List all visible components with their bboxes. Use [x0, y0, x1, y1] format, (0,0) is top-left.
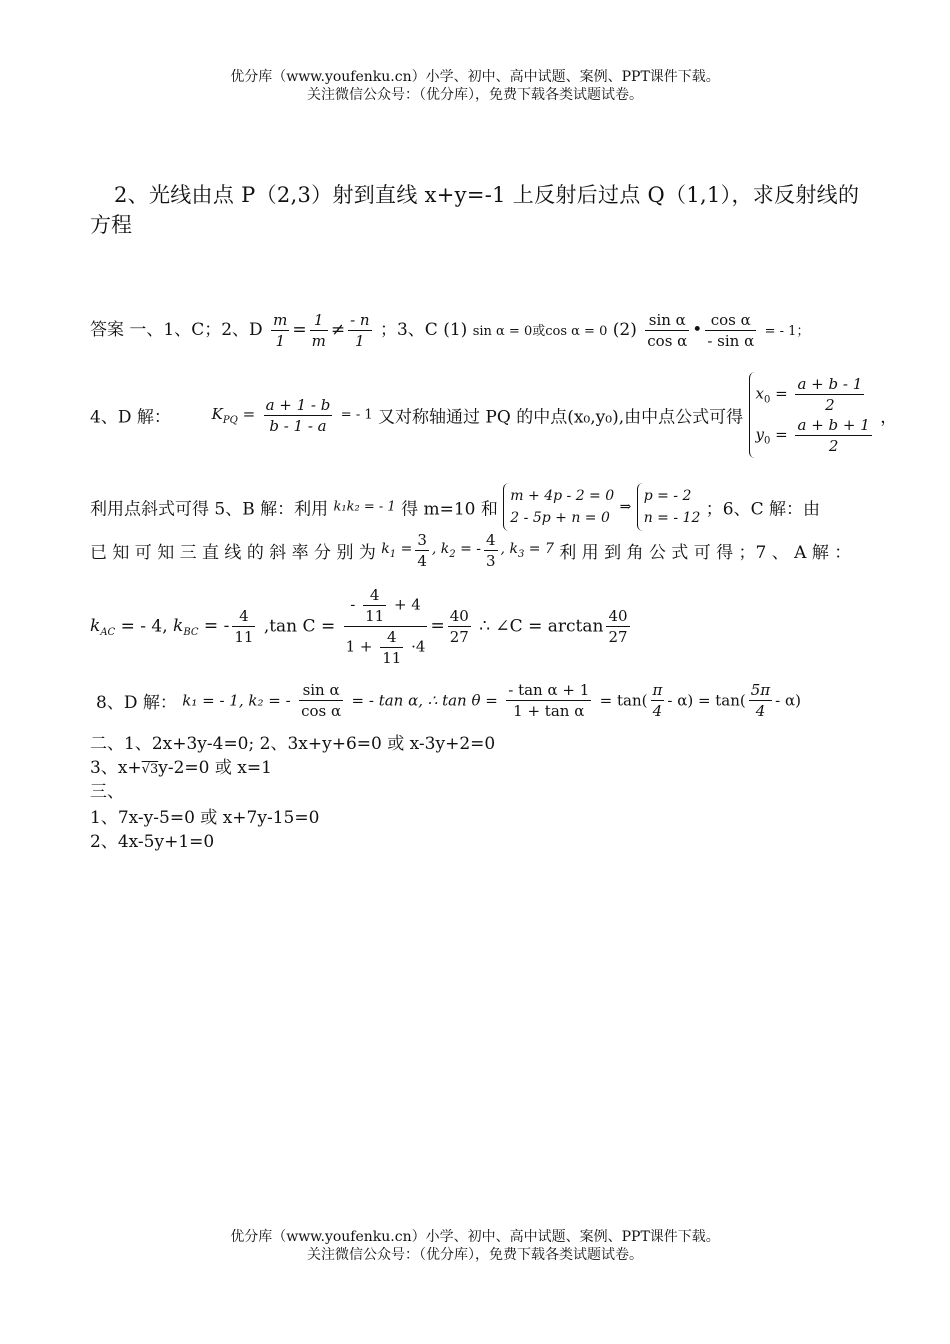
frac-kbc: $\frac{4}{11}$ — [234, 607, 254, 646]
frac-sin-cos-8: $\frac{\text{sin α}}{\text{cos α}}$ — [301, 681, 342, 720]
answer-line-3 — [90, 483, 820, 531]
header-line-2: 关注微信公众号：（优分库），免费下载各类试题试卷。 — [307, 87, 643, 103]
sys2-eq-b: n = - 12 — [643, 510, 701, 526]
k3-value: 7 — [544, 541, 554, 557]
frac-5pi-4: $\frac{5\pi}{4}$ — [750, 681, 771, 720]
midpoint-text: 又对称轴通过 PQ 的中点(x₀,y₀),由中点公式可得 — [378, 407, 744, 428]
frac-pi-4: $\frac{\pi}{4}$ — [652, 681, 663, 720]
sin-cos-zero: sin α = 0或cos α = 0 — [472, 324, 608, 339]
tan-eq-2: - α) = tan( — [667, 691, 746, 710]
x0-eq: $x_0$ = $\frac{a + b - 1}{2}$ — [755, 375, 863, 414]
frac-k1: $\frac{3}{4}$ — [417, 531, 427, 570]
frac-1-over-m: $\frac{1}{m}$ — [311, 311, 326, 350]
y0-eq: $y_0$ = $\frac{a + b + 1}{2}$ — [755, 416, 870, 455]
question-line-1: 2、光线由点 P（2,3）射到直线 x+y=-1 上反射后过点 Q（1,1），求反射线的 — [114, 183, 860, 207]
tan-eq-end: - α) — [775, 691, 801, 710]
frac-kpq: $\frac{a + 1 - b}{b - 1 - a}$ — [265, 395, 331, 435]
tanC-label: ,tan C = — [263, 616, 336, 637]
frac-arctan: $\frac{40}{27}$ — [608, 607, 628, 646]
frac-cos-over-negsin: $\frac{\text{cos α}}{\text{- sin α}}$ — [707, 311, 755, 350]
frac-tan-theta: $\frac{\text{- tan α + 1}}{\text{1 + tan α}}$ — [508, 681, 590, 720]
section-3-answer-2: 2、4x-5y+1=0 — [90, 832, 215, 852]
m-value-text: 得 m=10 和 — [401, 499, 498, 520]
answer-line-2 — [90, 372, 897, 458]
answer-4-prefix: 4、D 解： — [90, 407, 171, 428]
section-3-title: 三、 — [90, 782, 124, 802]
question-line-2: 方程 — [90, 213, 132, 237]
sys2-eq-a: p = - 2 — [643, 488, 692, 504]
sys1-eq-b: 2 - 5p + n = 0 — [510, 510, 610, 526]
page-header — [0, 68, 950, 104]
midpoint-system — [749, 372, 875, 458]
angle-formula-text: 利 用 到 角 公 式 可 得 ；7 、 A 解 ： — [559, 543, 852, 563]
footer-line-1: 优分库（www.youfenku.cn）小学、初中、高中试题、案例、PPT课件下载。 — [230, 1229, 720, 1245]
sys1-eq-a: m + 4p - 2 = 0 — [510, 488, 615, 504]
system-2 — [637, 483, 701, 531]
frac-40-27: $\frac{40}{27}$ — [449, 607, 469, 646]
question-2 — [90, 180, 870, 240]
footer-line-2: 关注微信公众号：（优分库），免费下载各类试题试卷。 — [307, 1247, 643, 1263]
kpq-result: = - 1 — [340, 407, 373, 423]
frac-neg-n-over-1: $\frac{- n}{1}$ — [350, 311, 370, 350]
answer-6-prefix: ；6、C 解：由 — [705, 499, 820, 520]
tan-eq-1: = tan( — [599, 691, 648, 710]
answer-5-prefix: 利用点斜式可得 5、B 解：利用 — [90, 499, 329, 520]
answer-line-1: 答案 一、1、C；2、D $\frac{m}{1}$ = $\frac{1}{m}$ ≠ $\frac{- n}{1}$ ；3、C (1) sin α = 0或cos α = 0 (2) $\frac{\text{sin α}}{\text{cos α}}$ • $\frac{\text{cos α}}{\text{- sin α}}$ = - 1； — [90, 311, 810, 350]
section-3-answer-1: 1、7x-y-5=0 或 x+7y-15=0 — [90, 808, 320, 828]
frac-k2: $\frac{4}{3}$ — [486, 531, 496, 570]
implies-arrow: ⇒ — [619, 499, 632, 515]
arctan-label: ∴ ∠C = arctan — [479, 616, 604, 637]
slopes-text: 已 知 可 知 三 直 线 的 斜 率 分 别 为 — [90, 543, 376, 563]
page-footer — [0, 1228, 950, 1264]
answer-sep: ；3、C (1) — [379, 320, 468, 340]
section-2-line-1: 二、1、2x+3y-4=0; 2、3x+y+6=0 或 x-3y+2=0 — [90, 734, 496, 754]
sqrt3: √3 — [141, 762, 159, 777]
answer-prefix: 答案 一、1、C；2、D — [90, 320, 263, 340]
frac-sin-over-cos: $\frac{\text{sin α}}{\text{cos α}}$ — [647, 311, 688, 350]
k1k2-eq: k₁k₂ = - 1 — [333, 499, 396, 515]
kac-value: = - 4, — [120, 616, 168, 637]
header-line-1: 优分库（www.youfenku.cn）小学、初中、高中试题、案例、PPT课件下载。 — [230, 69, 720, 85]
section-2-line-2: 3、x+√3y-2=0 或 x=1 — [90, 758, 272, 778]
tan-theta-label: = - tan α, ∴ tan θ = — [351, 691, 498, 710]
system-1 — [503, 483, 614, 531]
result-neg-one: = - 1； — [764, 324, 810, 339]
k1-k2-label: k₁ = - 1, k₂ = - — [182, 691, 291, 710]
answer-line-5: $k_{AC}$ = - 4, $k_{BC}$ = - $\frac{4}{11}$ ,tan C = - $\frac{4}{11}$ + 4 1 + $\frac{4}{11}$ ·4 = $\frac{40}{27}$ ∴ ∠C = arctan $\frac{40}{27}$ — [90, 586, 628, 667]
frac-m-over-1: $\frac{m}{1}$ — [273, 311, 288, 350]
answer-line-4: 已 知 可 知 三 直 线 的 斜 率 分 别 为 $k_1$ = $\frac{3}{4}$ , $k_2$ = - $\frac{4}{3}$ , $k_3 = 7$ 利 用 到 角 公 式 可 得 ；7 、 A 解 ： — [90, 531, 852, 570]
answer-line-6 — [96, 680, 801, 721]
comma: ， — [880, 407, 898, 428]
frac-tanC: - $\frac{4}{11}$ + 4 1 + $\frac{4}{11}$ ·4 — [345, 586, 426, 667]
part-2-label: (2) — [612, 320, 637, 340]
answer-8-prefix: 8、D 解： — [96, 693, 177, 713]
k-pq: $K_{PQ}$ = — [211, 404, 256, 426]
